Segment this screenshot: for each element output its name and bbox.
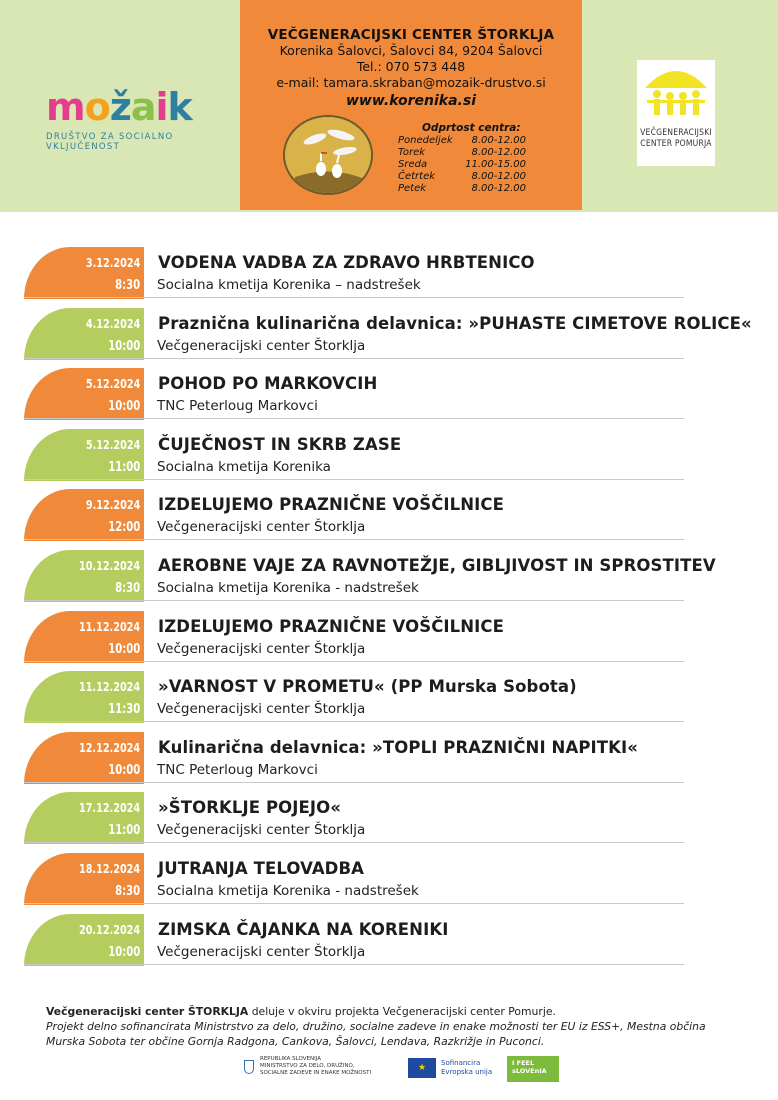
event-title: »VARNOST V PROMETU« (PP Murska Sobota) [158, 677, 577, 696]
event-time: 12:00 [107, 520, 140, 535]
opening-hours-row [398, 159, 538, 171]
ministry-line-2: MINISTRSTVO ZA DELO, DRUŽINO, [260, 1063, 355, 1069]
event-date: 11.12.2024 [78, 619, 140, 634]
event-location: TNC Peterloug Markovci [157, 762, 318, 778]
opening-hours-row [398, 171, 538, 183]
event-date: 10.12.2024 [78, 558, 140, 573]
event-date: 3.12.2024 [85, 255, 140, 270]
event-divider [24, 903, 684, 904]
event-title: ZIMSKA ČAJANKA NA KORENIKI [158, 920, 449, 939]
eu-line-2: Evropska unija [441, 1068, 493, 1076]
vcp-line-2: CENTER POMURJA [640, 139, 712, 149]
event-date-tab [24, 611, 144, 663]
mozaik-subtitle: DRUŠTVO ZA SOCIALNO VKLJUČENOST [46, 132, 174, 152]
event-date-tab [24, 489, 144, 541]
opening-hours-row [398, 183, 538, 195]
mozaik-letter: a [130, 85, 156, 129]
ifeelslovenia-logo [507, 1056, 559, 1082]
event-title: AEROBNE VAJE ZA RAVNOTEŽJE, GIBLJIVOST IN SPROSTITEV [158, 556, 716, 575]
event-divider [24, 297, 684, 298]
umbrella-family-icon [637, 60, 715, 120]
event-date: 5.12.2024 [85, 376, 140, 391]
ministry-logo [244, 1056, 371, 1077]
ifeel-line-2: sLOVEnIA [512, 1067, 547, 1075]
center-email[interactable]: e-mail: tamara.skraban@mozaik-drustvo.si [276, 75, 546, 90]
event-time: 8:30 [114, 884, 140, 899]
event-divider [24, 782, 684, 783]
event-title: IZDELUJEMO PRAZNIČNE VOŠČILNICE [158, 495, 504, 514]
sponsor-logos [244, 1056, 564, 1086]
opening-hours-row [398, 147, 538, 159]
event-item [24, 368, 764, 420]
event-location: TNC Peterloug Markovci [157, 398, 318, 414]
event-item [24, 611, 764, 663]
event-location: Večgeneracijski center Štorklja [157, 944, 366, 960]
vcp-logo [637, 60, 715, 166]
event-divider [24, 358, 684, 359]
event-date-tab [24, 914, 144, 966]
event-title: ČUJEČNOST IN SKRB ZASE [158, 435, 402, 454]
event-location: Socialna kmetija Korenika – nadstrešek [157, 277, 421, 293]
ifeel-line-1: I FEEL [512, 1059, 535, 1067]
event-time: 11:30 [107, 702, 140, 717]
event-item [24, 671, 764, 723]
event-time: 11:00 [107, 823, 140, 838]
event-date: 4.12.2024 [85, 316, 140, 331]
mozaik-letter: m [46, 85, 85, 129]
center-phone: Tel.: 070 573 448 [356, 59, 466, 74]
event-date: 11.12.2024 [78, 679, 140, 694]
event-item [24, 732, 764, 784]
vcp-line-1: VEČGENERACIJSKI [640, 128, 712, 138]
footer-text [46, 1004, 746, 1049]
event-item [24, 792, 764, 844]
event-time: 8:30 [114, 581, 140, 596]
event-item [24, 914, 764, 966]
opening-day: Sreda [398, 159, 428, 170]
event-time: 10:00 [107, 642, 140, 657]
event-date: 20.12.2024 [78, 922, 140, 937]
slovenia-crest-icon [244, 1060, 254, 1074]
center-website-link[interactable]: www.korenika.si [345, 93, 477, 109]
event-location: Večgeneracijski center Štorklja [157, 519, 366, 535]
event-date-tab [24, 368, 144, 420]
event-time: 8:30 [114, 278, 140, 293]
event-item [24, 853, 764, 905]
opening-time: 8.00-12.00 [471, 171, 526, 182]
event-item [24, 550, 764, 602]
opening-day: Četrtek [398, 171, 436, 182]
event-date: 9.12.2024 [85, 497, 140, 512]
opening-time: 11.00-15.00 [465, 159, 526, 170]
mozaik-letter: k [167, 85, 192, 129]
stork-emblem-icon [283, 115, 373, 195]
event-location: Večgeneracijski center Štorklja [157, 822, 366, 838]
event-divider [24, 842, 684, 843]
event-item [24, 489, 764, 541]
center-title: VEČGENERACIJSKI CENTER ŠTORKLJA [267, 27, 555, 43]
event-divider [24, 721, 684, 722]
event-date-tab [24, 853, 144, 905]
opening-day: Petek [398, 183, 427, 194]
opening-day: Ponedeljek [398, 135, 453, 146]
event-title: Kulinarična delavnica: »TOPLI PRAZNIČNI NAPITKI« [158, 738, 639, 757]
event-date: 18.12.2024 [78, 861, 140, 876]
event-title: IZDELUJEMO PRAZNIČNE VOŠČILNICE [158, 617, 504, 636]
event-location: Socialna kmetija Korenika - nadstrešek [157, 883, 419, 899]
event-divider [24, 600, 684, 601]
event-item [24, 308, 764, 360]
event-divider [24, 479, 684, 480]
event-date-tab [24, 671, 144, 723]
event-divider [24, 661, 684, 662]
event-time: 10:00 [107, 945, 140, 960]
event-title: VODENA VADBA ZA ZDRAVO HRBTENICO [158, 253, 535, 272]
mozaik-letter: o [84, 85, 110, 129]
eu-logo [408, 1058, 492, 1078]
mozaik-letter: i [155, 85, 168, 129]
event-location: Večgeneracijski center Štorklja [157, 338, 366, 354]
event-date-tab [24, 247, 144, 299]
event-date-tab [24, 792, 144, 844]
eu-flag-icon: ★ [408, 1058, 436, 1078]
event-date-tab [24, 308, 144, 360]
event-date-tab [24, 429, 144, 481]
event-time: 10:00 [107, 339, 140, 354]
footer-center-name: Večgeneracijski center ŠTORKLJA [46, 1005, 249, 1018]
event-title: Praznična kulinarična delavnica: »PUHASTE CIMETOVE ROLICE« [158, 314, 752, 333]
event-date: 5.12.2024 [85, 437, 140, 452]
opening-hours [398, 122, 538, 195]
opening-time: 8.00-12.00 [471, 135, 526, 146]
ministry-line-1: REPUBLIKA SLOVENIJA [260, 1056, 321, 1062]
footer-funding-text: Projekt delno sofinancirata Ministrstvo za delo, družino, socialne zadeve in enake možnosti ter EU iz ESS+, Mestna občina Murska Sobota ter občine Gornja Radgona, Cankova, Šalovci, Lendava, Razkrižje in Puconci. [46, 1020, 706, 1048]
ministry-line-3: SOCIALNE ZADEVE IN ENAKE MOŽNOSTI [260, 1070, 372, 1076]
mozaik-logo [46, 85, 226, 152]
event-divider [24, 964, 684, 965]
event-date-tab [24, 732, 144, 784]
event-location: Večgeneracijski center Štorklja [157, 701, 366, 717]
event-date: 17.12.2024 [78, 800, 140, 815]
event-title: JUTRANJA TELOVADBA [158, 859, 365, 878]
event-location: Socialna kmetija Korenika - nadstrešek [157, 580, 419, 596]
event-title: »ŠTORKLJE POJEJO« [158, 798, 342, 817]
event-item [24, 247, 764, 299]
center-address: Korenika Šalovci, Šalovci 84, 9204 Šalovci [279, 43, 543, 58]
eu-line-1: Sofinancira [441, 1059, 481, 1067]
opening-day: Torek [398, 147, 426, 158]
event-date: 12.12.2024 [78, 740, 140, 755]
opening-time: 8.00-12.00 [471, 183, 526, 194]
footer-line-1: deluje v okviru projekta Večgeneracijski center Pomurje. [248, 1005, 556, 1018]
event-time: 11:00 [107, 460, 140, 475]
mozaik-wordmark [46, 85, 226, 129]
event-date-tab [24, 550, 144, 602]
event-time: 10:00 [107, 763, 140, 778]
center-info-box [240, 0, 582, 210]
mozaik-letter: ž [109, 85, 131, 129]
opening-hours-title: Odprtost centra: [422, 122, 521, 134]
header-band [0, 0, 778, 212]
opening-hours-row [398, 135, 538, 147]
event-location: Večgeneracijski center Štorklja [157, 641, 366, 657]
event-location: Socialna kmetija Korenika [157, 459, 331, 475]
event-divider [24, 418, 684, 419]
event-title: POHOD PO MARKOVCIH [158, 374, 378, 393]
event-item [24, 429, 764, 481]
event-divider [24, 539, 684, 540]
opening-time: 8.00-12.00 [471, 147, 526, 158]
event-time: 10:00 [107, 399, 140, 414]
